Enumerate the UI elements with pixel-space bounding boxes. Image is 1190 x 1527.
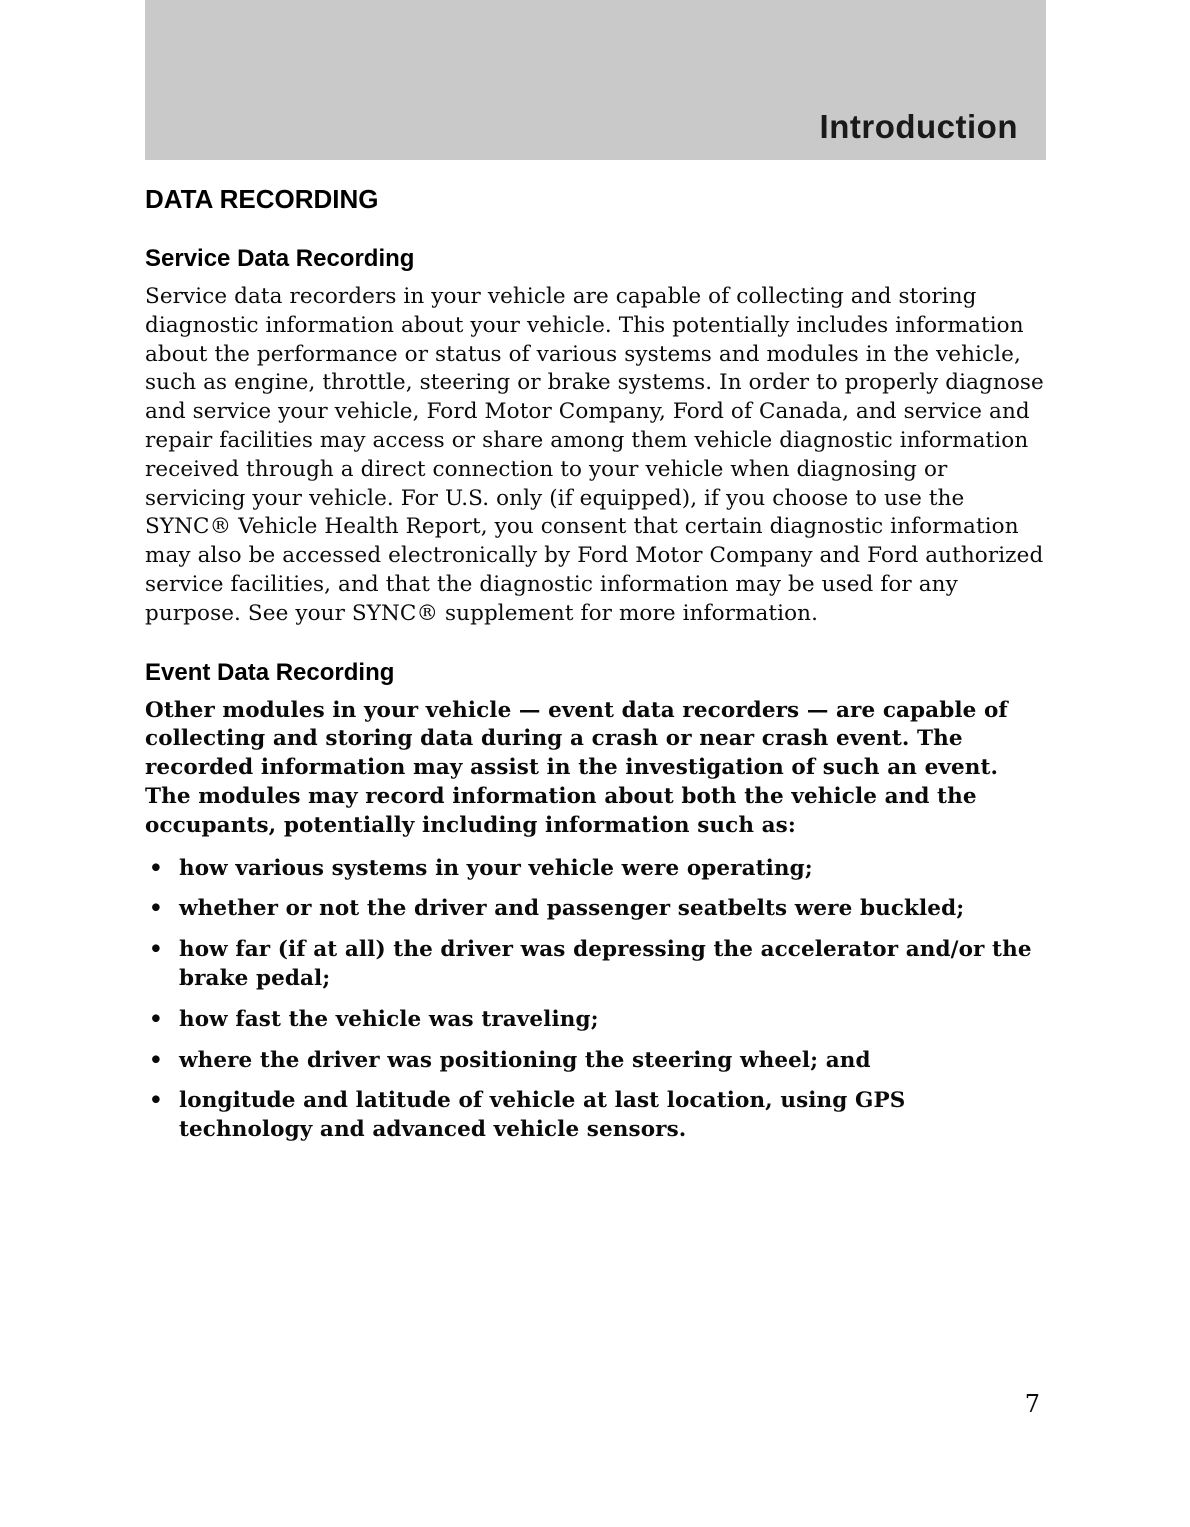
section-title: DATA RECORDING <box>145 184 379 214</box>
event-data-recording-heading: Event Data Recording <box>145 658 395 686</box>
bullet-icon: • <box>149 1088 163 1114</box>
list-item <box>145 1006 1046 1035</box>
service-data-recording-paragraph: Service data recorders in your vehicle are capable of collecting and storing diagnostic information about your vehicle. This potentially includes information about the performance or status of various systems and modules in the vehicle, such as engine, throttle, steering or brake systems. In order to properly diagnose and service your vehicle, Ford Motor Company, Ford of Canada, and service and repair facilities may access or share among them vehicle diagnostic information received through a direct connection to your vehicle when diagnosing or servicing your vehicle. For U.S. only (if equipped), if you choose to use the SYNC® Vehicle Health Report, you consent that certain diagnostic information may also be accessed electronically by Ford Motor Company and Ford authorized service facilities, and that the diagnostic information may be used for any purpose. See your SYNC® supplement for more information. <box>145 284 1044 626</box>
bullet-icon: • <box>149 937 163 963</box>
bullet-icon: • <box>149 1047 163 1073</box>
list-item-text: whether or not the driver and passenger seatbelts were buckled; <box>179 896 965 922</box>
list-item <box>145 1087 1046 1145</box>
page-number: 7 <box>1024 1390 1040 1418</box>
list-item-text: how various systems in your vehicle were operating; <box>179 855 813 881</box>
list-item <box>145 855 1046 884</box>
bullet-icon: • <box>149 855 163 881</box>
chapter-title: Introduction <box>819 108 1018 145</box>
list-item <box>145 1047 1046 1076</box>
list-item-text: longitude and latitude of vehicle at last location, using GPS technology and advanced vehicle sensors. <box>179 1088 906 1143</box>
list-item <box>145 895 1046 924</box>
bullet-icon: • <box>149 1006 163 1032</box>
bullet-icon: • <box>149 896 163 922</box>
list-item-text: how fast the vehicle was traveling; <box>179 1006 599 1032</box>
service-data-recording-heading: Service Data Recording <box>145 245 415 272</box>
event-data-bullet-list <box>145 855 1046 1145</box>
list-item-text: how far (if at all) the driver was depressing the accelerator and/or the brake pedal; <box>179 937 1032 991</box>
content-column <box>145 0 1046 1157</box>
chapter-header-band <box>145 0 1046 160</box>
list-item <box>145 936 1046 994</box>
event-data-recording-intro: Other modules in your vehicle — event data recorders — are capable of collecting and storing data during a crash or near crash event. The recorded information may assist in the investigation of such an event. The modules may record information about both the vehicle and the occupants, potentially including information such as: <box>145 697 1008 838</box>
list-item-text: where the driver was positioning the steering wheel; and <box>179 1047 871 1073</box>
